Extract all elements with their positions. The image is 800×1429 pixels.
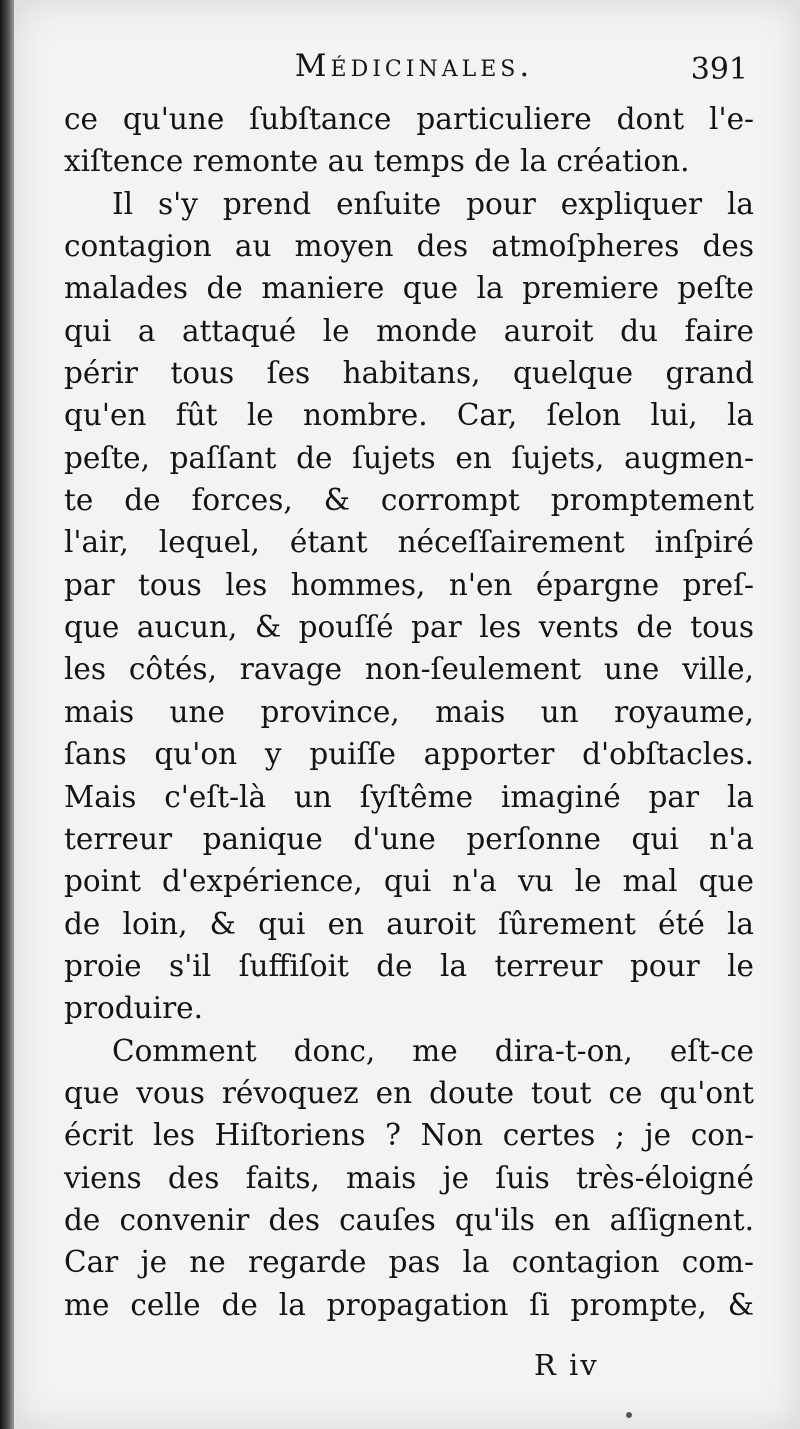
text-line: ſans qu'on y puiſſe apporter d'obſtacles. <box>64 737 754 772</box>
page-number: 391 <box>690 52 748 87</box>
page-edge-shadow <box>0 0 14 1429</box>
running-title: Médicinales. <box>294 48 534 84</box>
text-line: que vous révoquez en doute tout ce qu'ont <box>64 1075 754 1110</box>
text-line: produire. <box>64 991 204 1026</box>
text-line: xiſtence remonte au temps de la création. <box>64 144 690 179</box>
body-text <box>64 98 754 1326</box>
text-line: terreur panique d'une perſonne qui n'a <box>64 821 754 856</box>
text-line: Il s'y prend enſuite pour expliquer la <box>112 186 754 221</box>
signature-mark: R iv <box>534 1348 599 1382</box>
text-line: ce qu'une ſubſtance particuliere dont l'e- <box>64 102 754 136</box>
text-line: mais une province, mais un royaume, <box>64 694 754 729</box>
text-line: l'air, lequel, étant néceſſairement inſpiré <box>64 525 754 560</box>
text-line: malades de maniere que la premiere peſte <box>64 271 754 306</box>
text-line: viens des faits, mais je ſuis très-éloigné <box>64 1160 754 1195</box>
text-line: me celle de la propagation ſi prompte, & <box>64 1287 754 1322</box>
text-line: contagion au moyen des atmoſpheres des <box>64 229 754 264</box>
text-line: peſte, paſſant de ſujets en ſujets, augmen- <box>64 440 754 475</box>
text-line: proie s'il ſuffiſoit de la terreur pour le <box>64 948 754 983</box>
text-line: Car je ne regarde pas la contagion com- <box>64 1245 754 1280</box>
text-line: te de forces, & corrompt promptement <box>64 483 754 518</box>
text-line: de convenir des cauſes qu'ils en aſſignent. <box>64 1202 754 1237</box>
text-line: de loin, & qui en auroit ſûrement été la <box>64 906 754 941</box>
text-line: Mais c'eſt-là un ſyſtême imaginé par la <box>64 779 754 814</box>
book-page <box>14 0 800 1429</box>
ink-speck <box>626 1412 632 1418</box>
text-line: que aucun, & pouſſé par les vents de tous <box>64 610 754 645</box>
text-line: point d'expérience, qui n'a vu le mal que <box>64 864 754 899</box>
text-line: les côtés, ravage non-ſeulement une ville, <box>64 652 754 687</box>
text-line: Comment donc, me dira-t-on, eſt-ce <box>112 1033 754 1068</box>
page-header <box>74 48 754 92</box>
text-line: écrit les Hiſtoriens ? Non certes ; je con- <box>64 1118 754 1153</box>
text-line: qu'en fût le nombre. Car, ſelon lui, la <box>64 398 754 433</box>
text-line: périr tous ſes habitans, quelque grand <box>64 356 754 391</box>
text-line: par tous les hommes, n'en épargne preſ- <box>64 567 754 602</box>
text-line: qui a attaqué le monde auroit du faire <box>64 313 754 348</box>
